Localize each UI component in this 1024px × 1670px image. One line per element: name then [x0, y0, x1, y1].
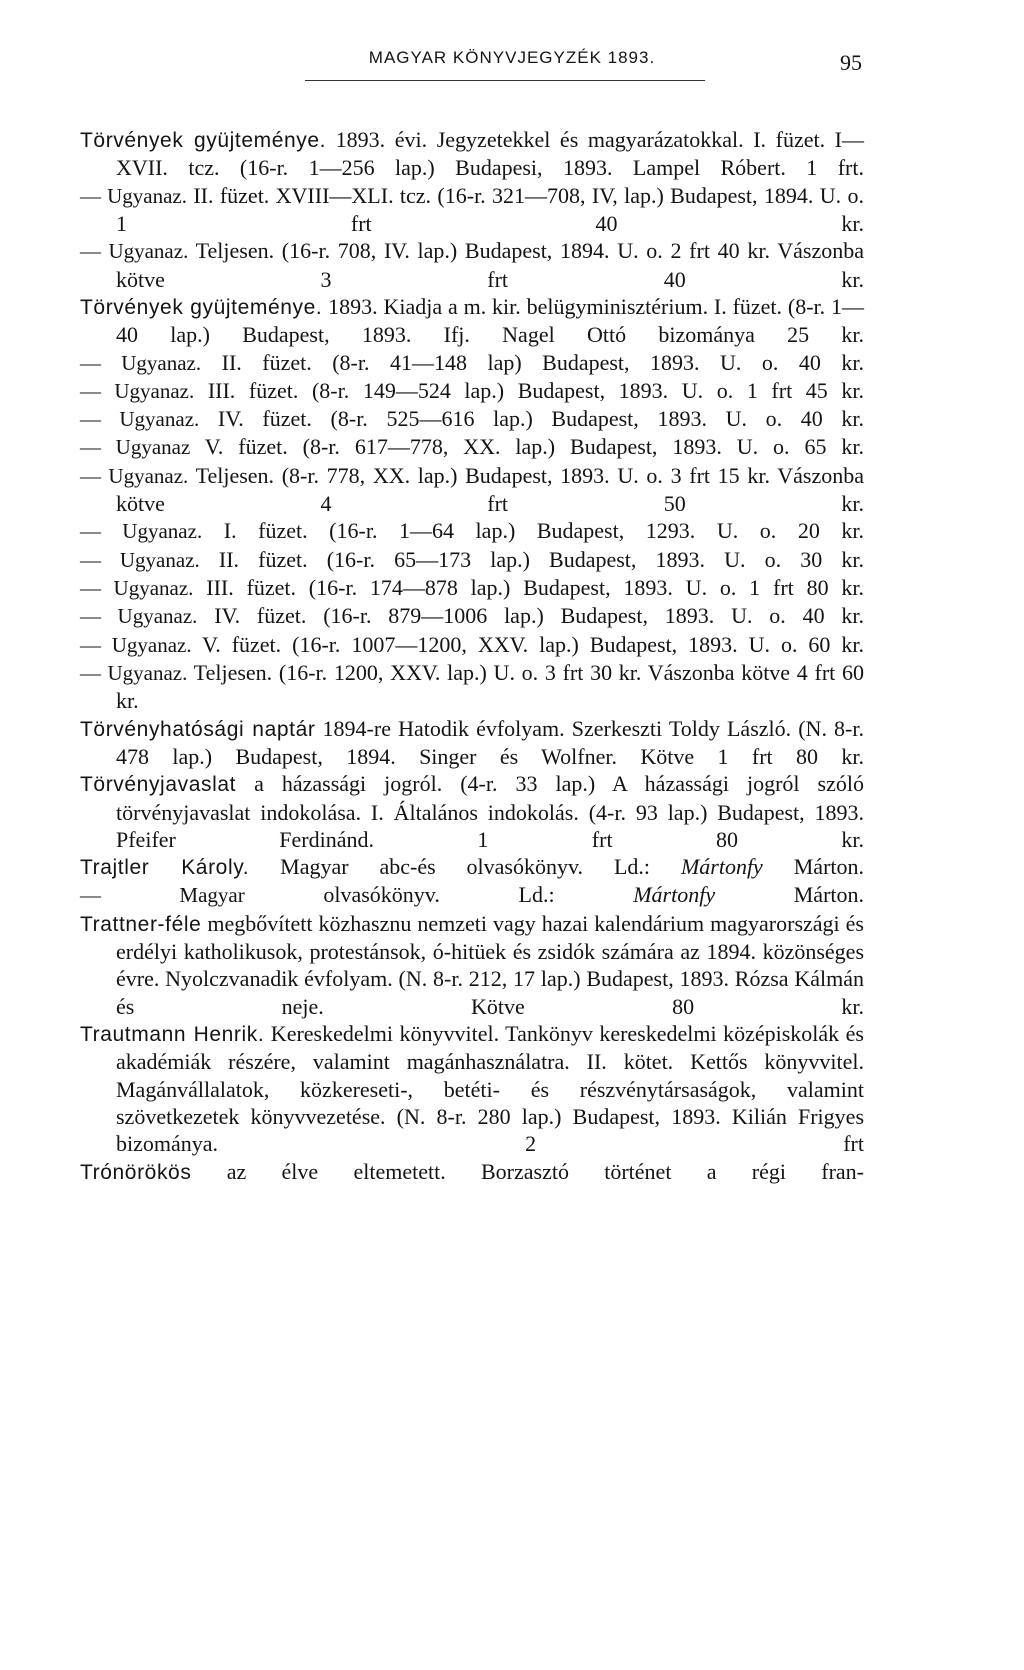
- entry-heading: — Ugyanaz.: [80, 660, 188, 685]
- catalog-entries: [80, 126, 864, 1186]
- entry-text: olvasókönyv. Ld.:: [244, 882, 634, 908]
- entry-heading: Trautmann Henrik.: [80, 1023, 265, 1046]
- catalog-entry: [80, 631, 864, 659]
- entry-text: 1894-re Hatodik évfolyam. Szerkeszti Toldy László. (N. 8-r. 478 lap.) Budapest, 1894. Singer és Wolfner. Kötve 1 frt 80 kr.: [116, 715, 864, 769]
- page-number: 95: [840, 50, 862, 75]
- entry-heading: Törvényjavaslat: [80, 773, 237, 797]
- catalog-entry: [80, 126, 864, 182]
- entry-text-tail: Márton.: [762, 854, 865, 880]
- entry-text: 1893. évi. Jegyzetekkel és magyarázatokkal. I. füzet. I—XVII. tcz. (16-r. 1—256 lap.) Budapesi, 1893. Lampel Róbert. 1 frt.: [116, 127, 864, 181]
- catalog-entry: [80, 517, 864, 545]
- entry-text: 1893. Kiadja a m. kir. belügyminisztérium. I. füzet. (8-r. 1—40 lap.) Budapest, 1893. Ifj. Nagel Ottó bizománya 25 kr.: [116, 293, 864, 348]
- catalog-entry: [80, 881, 864, 909]
- catalog-entry: [80, 1158, 864, 1186]
- entry-text: V. füzet. (16-r. 1007—1200, XXV. lap.) Budapest, 1893. U. o. 60 kr.: [191, 631, 864, 657]
- entry-text: II. füzet. (16-r. 65—173 lap.) Budapest, 1893. U. o. 30 kr.: [199, 546, 864, 572]
- catalog-entry: [80, 659, 864, 715]
- catalog-entry: [80, 546, 864, 574]
- catalog-entry: [80, 715, 864, 771]
- entry-heading: — Ugyanaz.: [80, 183, 187, 208]
- entry-heading: — Ugyanaz.: [80, 463, 189, 488]
- entry-text: I. füzet. (16-r. 1—64 lap.) Budapest, 1293. U. o. 20 kr.: [202, 518, 865, 544]
- catalog-entry: [80, 910, 864, 1020]
- entry-heading: Trónörökös: [80, 1160, 192, 1184]
- entry-heading: — Magyar: [80, 883, 245, 908]
- catalog-entry: [80, 602, 864, 630]
- header-rule: [305, 80, 705, 81]
- catalog-entry: [80, 405, 864, 433]
- entry-text-tail: Márton.: [715, 882, 865, 908]
- cross-reference: Mártonfy: [633, 882, 716, 908]
- running-head: MAGYAR KÖNYVJEGYZÉK 1893.: [368, 48, 656, 67]
- entry-text: Teljesen. (16-r. 708, IV. lap.) Budapest, 1894. U. o. 2 frt 40 kr. Vászonba kötve 3 frt 40 kr.: [116, 238, 864, 292]
- catalog-entry: [80, 462, 864, 518]
- entry-heading: — Ugyanaz: [80, 435, 191, 460]
- entry-heading: Törvények gyüjteménye.: [80, 129, 327, 152]
- entry-heading: — Ugyanaz.: [80, 604, 198, 629]
- entry-heading: — Ugyanaz.: [80, 239, 189, 264]
- catalog-entry: [80, 293, 864, 349]
- entry-heading: — Ugyanaz.: [80, 378, 195, 403]
- entry-text: Magyar abc-és olvasókönyv. Ld.:: [249, 854, 681, 880]
- catalog-entry: [80, 349, 864, 377]
- page-header: [0, 44, 1024, 84]
- entry-text: III. füzet. (16-r. 174—878 lap.) Budapest, 1893. U. o. 1 frt 80 kr.: [193, 575, 864, 600]
- entry-heading: — Ugyanaz.: [80, 632, 192, 657]
- entry-text: III. füzet. (8-r. 149—524 lap.) Budapest, 1893. U. o. 1 frt 45 kr.: [194, 377, 864, 403]
- entry-text: Teljesen. (16-r. 1200, XXV. lap.) U. o. 3 frt 30 kr. Vászonba kötve 4 frt 60 kr.: [116, 659, 864, 714]
- entry-text: Kereskedelmi könyvvitel. Tankönyv kereskedelmi középiskolák és akadémiák részére, valamint magánhasználatra. II. kötet. Kettős könyvvitel. Magánvállalatok, közkereseti-, betéti- és részvénytársaságok, valamint szövetkezetek könyvvezetése. (N. 8-r. 280 lap.) Budapest, 1893. Kilián Frigyes bizománya. 2 frt: [116, 1021, 864, 1157]
- catalog-entry: [80, 574, 864, 602]
- entry-text: II. füzet. XVIII—XLI. tcz. (16-r. 321—708, IV, lap.) Budapest, 1894. U. o. 1 frt 40 kr.: [116, 182, 864, 236]
- entry-heading: — Ugyanaz.: [80, 519, 203, 544]
- entry-text: II. füzet. (8-r. 41—148 lap) Budapest, 1893. U. o. 40 kr.: [201, 349, 864, 375]
- entry-text: IV. füzet. (16-r. 879—1006 lap.) Budapest, 1893. U. o. 40 kr.: [197, 603, 864, 629]
- entry-text: megbővített közhasznu nemzeti vagy hazai kalendárium magyarországi és erdélyi katholikusok, protestánsok, ó-hitüek és zsidók számára az 1894. közönséges évre. Nyolczvanadik évfolyam. (N. 8-r. 212, 17 lap.) Budapest, 1893. Rózsa Kálmán és neje. Kötve 80 kr.: [116, 910, 864, 1019]
- entry-heading: — Ugyanaz.: [80, 350, 202, 375]
- entry-text: Teljesen. (8-r. 778, XX. lap.) Budapest, 1893. U. o. 3 frt 15 kr. Vászonba kötve 4 frt 50 kr.: [116, 462, 864, 517]
- catalog-entry: [80, 770, 864, 853]
- catalog-entry: [80, 182, 864, 238]
- entry-heading: Törvények gyüjteménye.: [80, 295, 323, 319]
- entry-text: V. füzet. (8-r. 617—778, XX. lap.) Budapest, 1893. U. o. 65 kr.: [190, 434, 864, 460]
- entry-text: IV. füzet. (8-r. 525—616 lap.) Budapest, 1893. U. o. 40 kr.: [199, 406, 864, 432]
- entry-text: a házassági jogról. (4-r. 33 lap.) A házassági jogról szóló törvényjavaslat indokolása. I. Általános indokolás. (4-r. 93 lap.) Budapest, 1893. Pfeifer Ferdinánd. 1 frt 80 kr.: [116, 771, 864, 852]
- entry-heading: Trajtler Károly.: [80, 856, 250, 880]
- cross-reference: Mártonfy: [680, 854, 763, 880]
- entry-text: az élve eltemetett. Borzasztó történet a régi fran-: [191, 1158, 864, 1184]
- entry-heading: — Ugyanaz.: [80, 576, 194, 600]
- catalog-entry: [80, 433, 864, 461]
- catalog-entry: [80, 1020, 864, 1158]
- catalog-entry: [80, 853, 864, 881]
- entry-heading: — Ugyanaz.: [80, 407, 200, 432]
- catalog-entry: [80, 377, 864, 405]
- entry-heading: Trattner-féle: [80, 912, 202, 936]
- entry-heading: — Ugyanaz.: [80, 547, 200, 572]
- catalog-entry: [80, 237, 864, 293]
- entry-heading: Törvényhatósági naptár: [80, 717, 316, 741]
